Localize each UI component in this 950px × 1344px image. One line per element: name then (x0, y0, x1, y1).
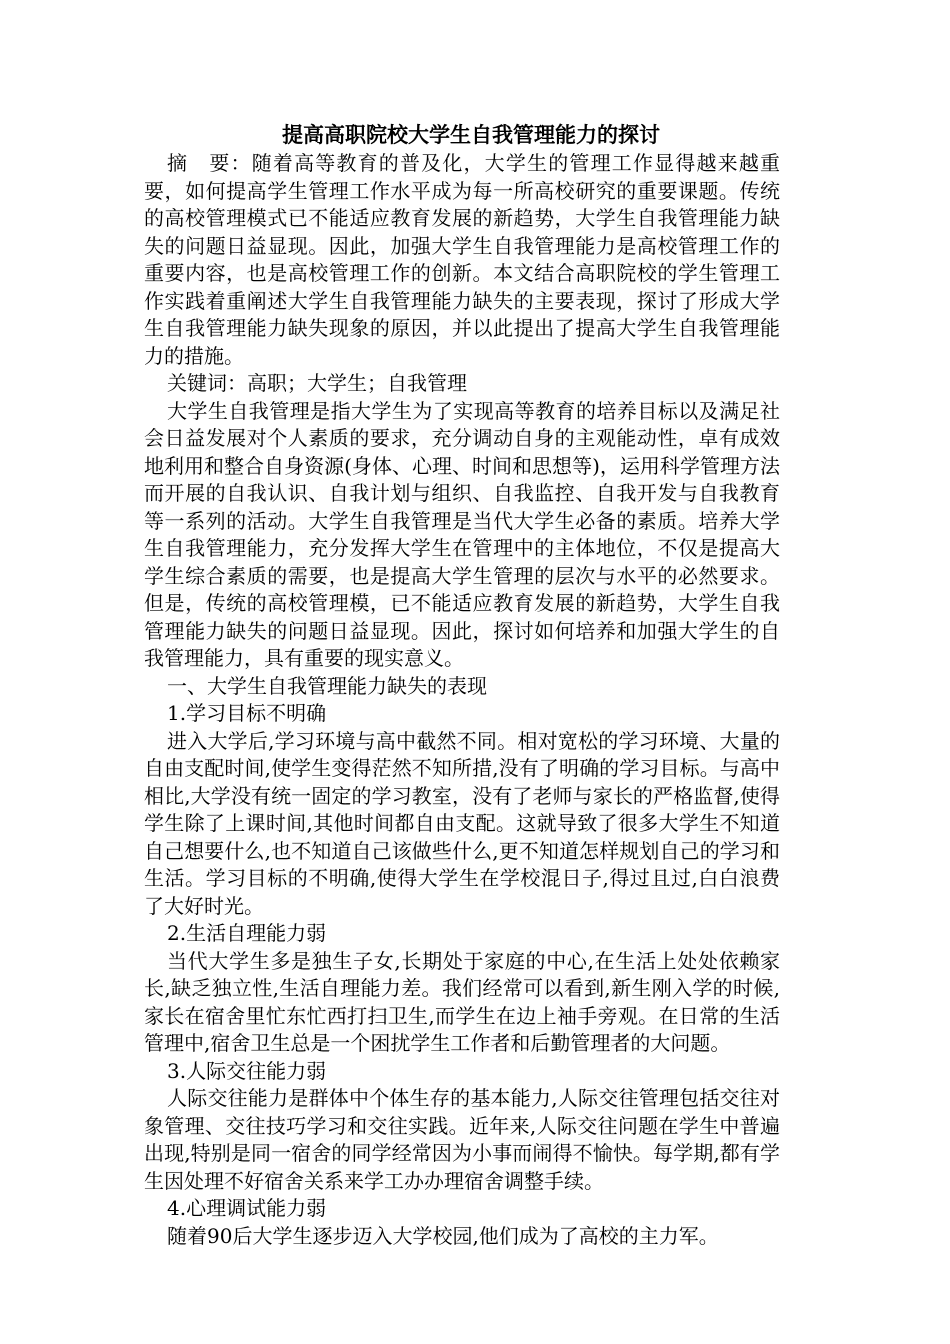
body-paragraph: 人际交往能力是群体中个体生存的基本能力,人际交往管理包括交往对象管理、交往技巧学习和交往实践。近年来,人际交往问题在学生中普遍出现,特别是同一宿舍的同学经常因为小事而闹得不愉快。每学期,都有学生因处理不好宿舍关系来学工办办理宿舍调整手续。 (144, 1086, 780, 1193)
body-paragraph: 进入大学后,学习环境与高中截然不同。相对宽松的学习环境、大量的自由支配时间,使学生变得茫然不知所措,没有了明确的学习目标。与高中相比,大学没有统一固定的学习教室，没有了老师与家长的严格监督,使得学生除了上课时间,其他时间都自由支配。这就导致了很多大学生不知道自己想要什么,也不知道自己该做些什么,更不知道怎样规划自己的学习和生活。学习目标的不明确,使得大学生在学校混日子,得过且过,白白浪费了大好时光。 (144, 728, 780, 918)
section-heading: 一、大学生自我管理能力缺失的表现 (167, 673, 487, 698)
keywords-line: 关键词：高职；大学生；自我管理 (167, 371, 467, 395)
intro-paragraph: 大学生自我管理是指大学生为了实现高等教育的培养目标以及满足社会日益发展对个人素质的要求，充分调动自身的主观能动性，卓有成效地利用和整合自身资源(身体、心理、时间和思想等)，运用科学管理方法而开展的自我认识、自我计划与组织、自我监控、自我开发与自我教育等一系列的活动。大学生自我管理是当代大学生必备的素质。培养大学生自我管理能力，充分发挥大学生在管理中的主体地位，不仅是提高大学生综合素质的需要，也是提高大学生管理的层次与水平的必然要求。但是，传统的高校管理模，已不能适应教育发展的新趋势，大学生自我管理能力缺失的问题日益显现。因此，探讨如何培养和加强大学生的自我管理能力，具有重要的现实意义。 (144, 398, 780, 670)
document-body (144, 118, 780, 1250)
subsection-heading: 3.人际交往能力弱 (167, 1058, 327, 1083)
subsection-heading: 1.学习目标不明确 (167, 701, 327, 725)
subsection-heading: 2.生活自理能力弱 (167, 921, 327, 945)
document-title: 提高高职院校大学生自我管理能力的探讨 (282, 123, 660, 147)
body-paragraph: 随着90后大学生逐步迈入大学校园,他们成为了高校的主力军。 (167, 1223, 719, 1248)
body-paragraph: 当代大学生多是独生子女,长期处于家庭的中心,在生活上处处依赖家长,缺乏独立性,生活自理能力差。我们经常可以看到,新生刚入学的时候,家长在宿舍里忙东忙西打扫卫生,而学生在边上袖手旁观。在日常的生活管理中,宿舍卫生总是一个困扰学生工作者和后勤管理者的大问题。 (144, 948, 780, 1055)
abstract-paragraph: 摘 要：随着高等教育的普及化，大学生的管理工作显得越来越重要，如何提高学生管理工作水平成为每一所高校研究的重要课题。传统的高校管理模式已不能适应教育发展的新趋势，大学生自我管理能力缺失的问题日益显现。因此，加强大学生自我管理能力是高校管理工作的重要内容，也是高校管理工作的创新。本文结合高职院校的学生管理工作实践着重阐述大学生自我管理能力缺失的主要表现，探讨了形成大学生自我管理能力缺失现象的原因，并以此提出了提高大学生自我管理能力的措施。 (144, 151, 780, 368)
subsection-heading: 4.心理调试能力弱 (167, 1196, 327, 1220)
